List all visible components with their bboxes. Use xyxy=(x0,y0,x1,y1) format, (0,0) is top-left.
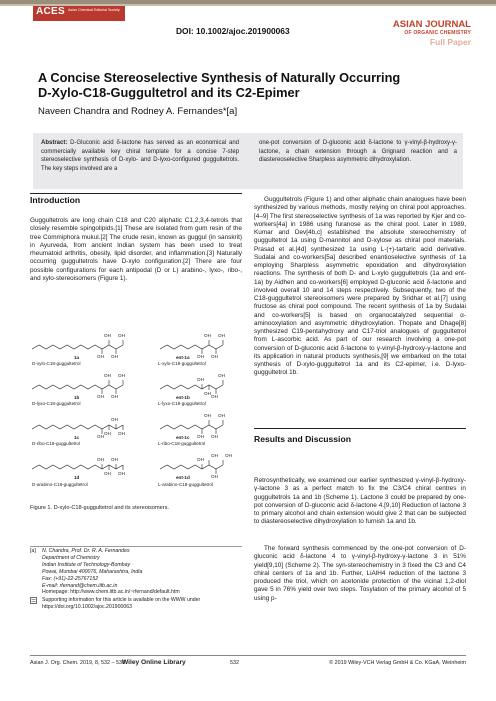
homepage-link[interactable]: Homepage: http://www.chem.iitb.ac.in/~rfernand/default.htm xyxy=(42,589,180,596)
figure-1 xyxy=(30,333,240,500)
right-paragraph-2: Retrosynthetically, we examined our earlier synthesized γ-vinyl-β-hydroxy-γ-lactone 3 as a perfect match to fix the C3/C4 chiral centres in guggultetrols 1a and 1b (Scheme 1). Lactone 3 could be prepared by one-pot conversion of D-gluconic acid δ-lactone 4.[9,10] Reduction of lactone 3 to primary alcohol and chain extension would give 2 that can be subjected to diastereoselective dihydroxylation to furnish 1a and 1b. xyxy=(254,477,466,526)
oh-label: OH xyxy=(211,453,218,458)
compound-name: L-ribo-C18-guggultetrol xyxy=(158,441,206,446)
structure-ent-1a xyxy=(160,345,223,349)
article-title-line1: A Concise Stereoselective Synthesis of Naturally Occurring xyxy=(38,70,401,85)
structure-1d xyxy=(32,465,123,469)
article-title xyxy=(38,70,458,100)
affiliation-line: Indian Institute of Technology-Bombay xyxy=(42,561,131,568)
oh-label: OH xyxy=(97,394,104,399)
structure-1c xyxy=(32,425,123,429)
oh-label: OH xyxy=(211,474,218,479)
affiliation-footnote xyxy=(30,548,242,611)
supporting-info xyxy=(30,597,242,611)
affiliation-line: Powai, Mumbai 400076, Maharashtra, India xyxy=(42,568,143,575)
oh-label: OH xyxy=(97,354,104,359)
compound-number: ent-1a xyxy=(176,355,190,360)
compound-name: D-xylo-C18-guggultetrol xyxy=(32,361,81,366)
structure-1b xyxy=(32,385,123,389)
compound-number: 1c xyxy=(74,435,80,440)
oh-label: OH xyxy=(111,417,118,422)
abstract-label: Abstract: xyxy=(41,140,68,146)
abstract-left-text: D-Gluconic acid δ-lactone has served as an economical and commercially available key chiral template for a concise 7-step stereoselective synthesis of D-xylo- and D-lyxo-configured guggultetrols. The key steps involved are a xyxy=(41,140,239,172)
oh-label: OH xyxy=(197,434,204,439)
oh-label: OH xyxy=(111,457,118,462)
compound-number: ent-1c xyxy=(176,435,190,440)
oh-label: OH xyxy=(218,373,225,378)
publisher-logo[interactable] xyxy=(33,6,125,21)
footnote-rule xyxy=(30,546,242,547)
oh-label: OH xyxy=(225,453,232,458)
supporting-info-link[interactable]: Supporting information for this article is available on the WWW under https://doi.org/10.1002/ajoc.201900063 xyxy=(42,597,201,611)
oh-label: OH xyxy=(118,471,125,476)
compound-number: 1b xyxy=(74,395,80,400)
oh-label: OH xyxy=(211,434,218,439)
oh-label: OH xyxy=(204,333,211,338)
structure-ent-1c xyxy=(160,425,223,429)
article-title-line2: D-Xylo-C18-Guggultetrol and its C2-Epimer xyxy=(38,85,300,100)
structure-ent-1b xyxy=(160,385,223,389)
abstract-right-column: one-pot conversion of D-gluconic acid δ-lactone to γ-vinyl-β-hydroxy-γ-lactone, a chain extension through a Grignard reaction and a diastereoselective Sharpless asymmetric dihydroxylation. xyxy=(259,140,457,164)
oh-label: OH xyxy=(118,333,125,338)
affiliation-line: N. Chandra, Prof. Dr. R. A. Fernandes xyxy=(42,548,130,554)
oh-label: OH xyxy=(204,413,211,418)
intro-rule xyxy=(30,193,242,194)
author-list: Naveen Chandra and Rodney A. Fernandes*[a] xyxy=(38,106,238,117)
oh-label: OH xyxy=(218,333,225,338)
structure-ent-1d xyxy=(160,465,223,469)
results-heading: Results and Discussion xyxy=(254,434,351,444)
journal-name-line1: ASIAN JOURNAL xyxy=(392,19,471,30)
right-paragraph-1: Guggultetrols (Figure 1) and other aliphatic chain analogues have been synthesized by various methods, mostly relying on chiral pool approaches.[4–9] The first stereoselective synthesis of 1a was reported by Kjer and co-workers[4a] in 1986 using furanose as the chiral pool. Later in 1989, Kumar and Dev[4b,c] established the absolute stereochemistry of guggultetrol 1a using D-mannitol and D-xylose as chiral pool materials. Prasad et al.[4d] synthesized 1a using L-(+)-tartaric acid derivative. Sudalai and co-workers[5a] described enantioselective synthesis of 1a employing Sharpless asymmetric epoxidation and dihydroxylation reactions. The synthesis of both D- and L-xylo guggultetrols (1a and ent-1a) by Aidhen and co-workers[6] employed D-gluconic acid δ-lactone and involved overall 10 and 14 steps respectively. Subsequently, two of the C18-guggultetrol stereoisomers were prepared by Sridhar et al.[7] using fructose as chiral pool compound. The recent synthesis of 1a by Sudalai and co-workers[5] is based on organocatalyzed sequential α-aminooxylation and asymmetric dihydroxylation. Thopate and Dhage[8] synthesized C19-pentahydroxy and C17-triol analogues of guggultetrol from L-ascorbic acid. As part of our research involving a one-pot conversion of D-gluconic acid δ-lactone to γ-vinyl-β-hydroxy-γ-lactone and its application in natural products synthesis,[9] we embarked on the total synthesis of D-xylo-guggultetrol 1a and its C2-epimer, i.e. D-lyxo-guggultetrol 1b. xyxy=(254,196,466,377)
oh-label: OH xyxy=(197,457,204,462)
affiliation-block xyxy=(30,548,242,596)
oh-label: OH xyxy=(97,434,104,439)
compound-number: ent-1d xyxy=(176,475,190,480)
compound-name: D-lyxo-C18-guggultetrol xyxy=(32,401,81,406)
compound-number: 1a xyxy=(74,355,80,360)
oh-label: OH xyxy=(104,431,111,436)
results-rule xyxy=(254,428,466,429)
affiliation-line: Fax: (+91)-22-25767152 xyxy=(42,575,99,582)
oh-label: OH xyxy=(118,373,125,378)
affiliation-lines xyxy=(42,548,180,596)
oh-label: OH xyxy=(197,377,204,382)
oh-label: OH xyxy=(97,457,104,462)
page-number: 532 xyxy=(230,660,239,666)
journal-name-line2: OF ORGANIC CHEMISTRY xyxy=(404,30,471,36)
compound-number: 1d xyxy=(74,475,80,480)
footer-copyright: © 2019 Wiley-VCH Verlag GmbH & Co. KGaA, Weinheim xyxy=(329,660,466,666)
oh-label: OH xyxy=(211,394,218,399)
affiliation-line: Department of Chemistry xyxy=(42,554,100,561)
compound-name: L-arabino-C18-guggultetrol xyxy=(158,482,213,487)
compound-number: ent-1b xyxy=(176,395,190,400)
oh-label: OH xyxy=(118,431,125,436)
oh-label: OH xyxy=(218,413,225,418)
compound-name: L-xylo-C18-guggultetrol xyxy=(158,361,206,366)
compound-name: D-arabino-C18-guggultetrol xyxy=(32,482,88,487)
intro-heading: Introduction xyxy=(30,195,81,205)
wiley-library-link[interactable]: Wiley Online Library xyxy=(122,659,186,666)
oh-label: OH xyxy=(104,333,111,338)
doi-link[interactable]: DOI: 10.1002/ajoc.201900063 xyxy=(176,26,290,36)
oh-label: OH xyxy=(104,373,111,378)
structure-1a xyxy=(32,345,123,349)
oh-label: OH xyxy=(211,354,218,359)
right-paragraph-3: The forward synthesis commenced by the one-pot conversion of D-gluconic acid δ-lactone 4 to γ-vinyl-β-hydroxy-γ-lactone 3 in 51% yield[9,10] (Scheme 2). The syn-stereochemistry in 3 fixed the C3 and C4 chiral centers of 1a and 1b. Further, LiAlH4 reduction of the lactone 3 produced the triol, which on acetonide protection of the vicinal 1,2-diol gave 5 in 76% yield over two steps. Tosylation of the primary alcohol of 5 using p- xyxy=(254,545,466,602)
compound-name: L-lyxo-C18-guggultetrol xyxy=(158,401,206,406)
publisher-sub-text: Asian Chemical Editorial Society xyxy=(68,8,120,12)
oh-label: OH xyxy=(111,354,118,359)
supporting-info-icon xyxy=(30,597,42,611)
article-type: Full Paper xyxy=(429,37,471,47)
oh-label: OH xyxy=(197,354,204,359)
footer-rule xyxy=(30,655,466,656)
oh-label: OH xyxy=(104,471,111,476)
email-link[interactable]: E-mail: rfernand@chem.iitb.ac.in xyxy=(42,582,118,589)
abstract-left-column xyxy=(41,139,239,173)
intro-paragraph: Guggultetrols are long chain C18 and C20 aliphatic C1,2,3,4-tetrols that closely resemble spingolipids.[1] These are isolated from gum resin of the tree Commiphora mukul.[2] The crude resin, known as guggul (in sanskrit) in Ayurveda, from ancient Indian system has been used to treat rheumatoid arthritis, obesity, lipid disorder, and inflammation.[3] Naturally occurring guggultetrols have D-xylo configuration.[2] There are four possible configurations for each antipodal (D or L) arabino-, lyxo-, ribo-, and xylo-stereoisomers (Figure 1). xyxy=(30,217,242,282)
compound-name: D-ribo-C18-guggultetrol xyxy=(32,441,81,446)
footnote-label: [a] xyxy=(30,548,36,554)
oh-label: OH xyxy=(204,391,211,396)
footer-citation: Asian J. Org. Chem. 2019, 8, 532 – 536 xyxy=(30,660,125,666)
abstract-box xyxy=(33,133,463,189)
oh-label: OH xyxy=(111,394,118,399)
figure-caption: Figure 1. D-xylo-C18-guggultetrol and its stereoisomers. xyxy=(30,505,169,511)
publisher-logo-text: ACES xyxy=(36,6,65,17)
